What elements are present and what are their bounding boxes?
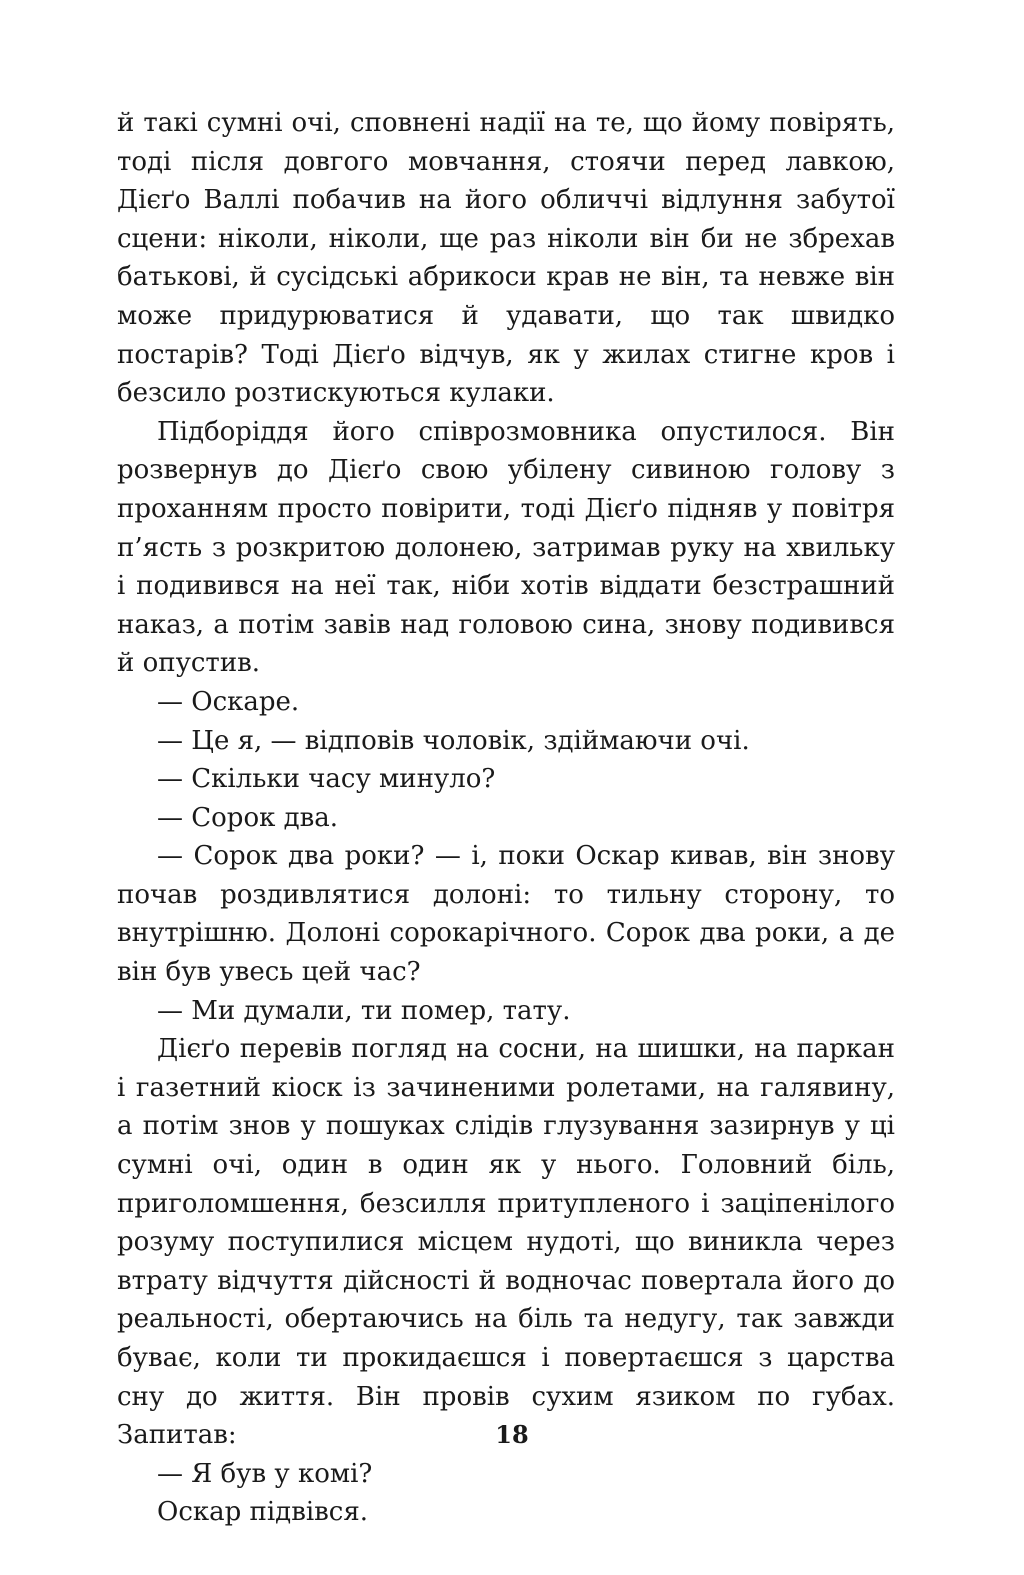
dialogue-line: — Це я, — відповів чоловік, здіймаючи очі. [157,725,750,756]
paragraph: Дієґо перевів погляд на сосни, на шишки, на паркан і газетний кіоск із зачиненими ролетами, на галявину, а потім знов у пошуках слідів глузування зазирнув у ці сумні очі, один в один як у нього. Головний біль, приголомшення, безсилля притупленого і заціпенілого розуму поступилися місцем нудоті, що виникла через втрату відчуття дійсності й водночас повертала його до реальності, обертаючись на біль та недугу, так завжди буває, коли ти прокидаєшся і повертаєшся з царства сну до життя. Він провів сухим язиком по губах. Запитав: [117,1034,895,1451]
dialogue-line: — Скільки часу минуло? [157,764,496,795]
paragraph: Підборіддя його співрозмовника опустилося. Він розвернув до Дієґо свою убілену сивиною голову з проханням просто повірити, тоді Дієґо підняв у повітря п’ясть з розкритою долонею, затримав руку на хвильку і подивився на неї так, ніби хотів віддати безстрашний наказ, а потім завів над головою сина, знову подивився й опустив. [117,416,895,679]
paragraph: й такі сумні очі, сповнені надії на те, що йому повірять, тоді після довгого мовчання, стоячи перед лавкою, Дієґо Валлі побачив на його обличчі відлуння забутої сцени: ніколи, ніколи, ще раз ніколи він би не збрехав батькові, й сусідські абрикоси крав не він, та невже він може придурюватися й удавати, що так швидко постарів? Тоді Дієґо відчув, як у жилах стигне кров і безсило розтискуються кулаки. [117,108,895,409]
dialogue-line: — Я був у комі? [157,1458,373,1489]
body-text [117,104,895,1532]
page-number: 18 [495,1420,529,1449]
dialogue-line: — Сорок два роки? — і, поки Оскар кивав, він знову почав роздивлятися долоні: то тильну сторону, то внутрішню. Долоні сорокарічного. Сорок два роки, а де він був увесь цей час? [117,841,895,988]
dialogue-line: — Сорок два. [157,802,339,833]
paragraph: Оскар підвівся. [157,1497,369,1528]
dialogue-line: — Ми думали, ти помер, тату. [157,995,571,1026]
dialogue-line: — Оскаре. [157,686,300,717]
